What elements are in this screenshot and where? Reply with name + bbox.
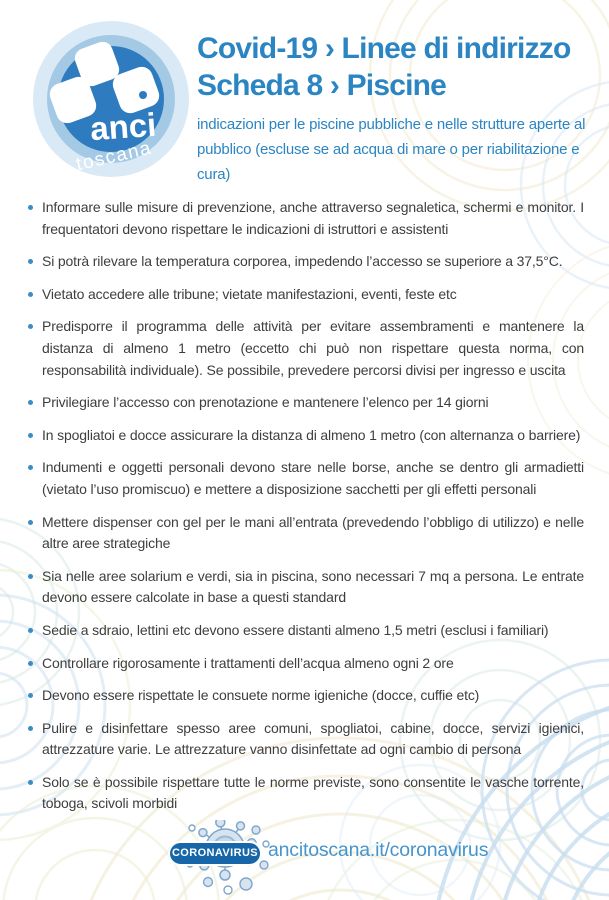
guideline-item: Vietato accedere alle tribune; vietate manifestazioni, eventi, feste etc [42, 284, 584, 306]
title-block [197, 30, 597, 187]
guideline-item: Solo se è possibile rispettare tutte le norme previste, sono consentite le vasche torrente, toboga, scivoli morbidi [42, 772, 584, 815]
coronavirus-site-link[interactable]: ancitoscana.it/coronavirus [268, 839, 489, 861]
guideline-item: Pulire e disinfettare spesso aree comuni, spogliatoi, cabine, docce, servizi igienici, attrezzature varie. Le attrezzature vanno disinfettate ad ogni cambio di persona [42, 718, 584, 761]
guideline-item: Privilegiare l’accesso con prenotazione e mantenere l’elenco per 14 giorni [42, 392, 584, 414]
guideline-item: Sia nelle aree solarium e verdi, sia in piscina, sono necessari 7 mq a persona. Le entrate devono essere calcolate in base a questi standard [42, 566, 584, 609]
guideline-item: Indumenti e oggetti personali devono stare nelle borse, anche se dentro gli armadietti (vietato l’uso promiscuo) e mettere a disposizione sacchetti per gli effetti personali [42, 457, 584, 500]
guideline-item: Devono essere rispettate le consuete norme igieniche (docce, cuffie etc) [42, 685, 584, 707]
logo-text-toscana: toscana [74, 137, 155, 176]
footer [0, 820, 609, 900]
anci-toscana-logo [30, 8, 198, 188]
guideline-item: Si potrà rilevare la temperatura corporea, impedendo l’accesso se superiore a 37,5°C. [42, 251, 584, 273]
coronavirus-badge: CORONAVIRUS [168, 841, 262, 866]
page-subtitle: indicazioni per le piscine pubbliche e nelle strutture aperte al pubblico (escluse se ad acqua di mare o per riabilitazione e cura) [197, 116, 586, 183]
guideline-item: Controllare rigorosamente i trattamenti dell’acqua almeno ogni 2 ore [42, 653, 584, 675]
header [0, 0, 609, 196]
guidelines-list [42, 197, 584, 826]
page-title-line1: Covid-19 › Linee di indirizzo [197, 32, 571, 65]
logo-text-anci: anci [88, 105, 158, 148]
guideline-item: Sedie a sdraio, lettini etc devono essere distanti almeno 1,5 metri (esclusi i familiari) [42, 620, 584, 642]
guideline-item: Mettere dispenser con gel per le mani all’entrata (prevedendo l’obbligo di utilizzo) e nelle altre aree strategiche [42, 512, 584, 555]
guideline-item: Predisporre il programma delle attività per evitare assembramenti e mantenere la distanza di almeno 1 metro (eccetto chi può non rispettare questa norma, con responsabilità individuale). Se possibile, prevedere percorsi divisi per ingresso e uscita [42, 316, 584, 381]
guideline-item: Informare sulle misure di prevenzione, anche attraverso segnaletica, schermi e monitor. I frequentatori devono rispettare le indicazioni di istruttori e assistenti [42, 197, 584, 240]
logo-die-dot [139, 91, 147, 99]
page-title-line2: Scheda 8 › Piscine [197, 69, 447, 102]
guideline-item: In spogliatoi e docce assicurare la distanza di almeno 1 metro (con alternanza o barriere) [42, 425, 584, 447]
